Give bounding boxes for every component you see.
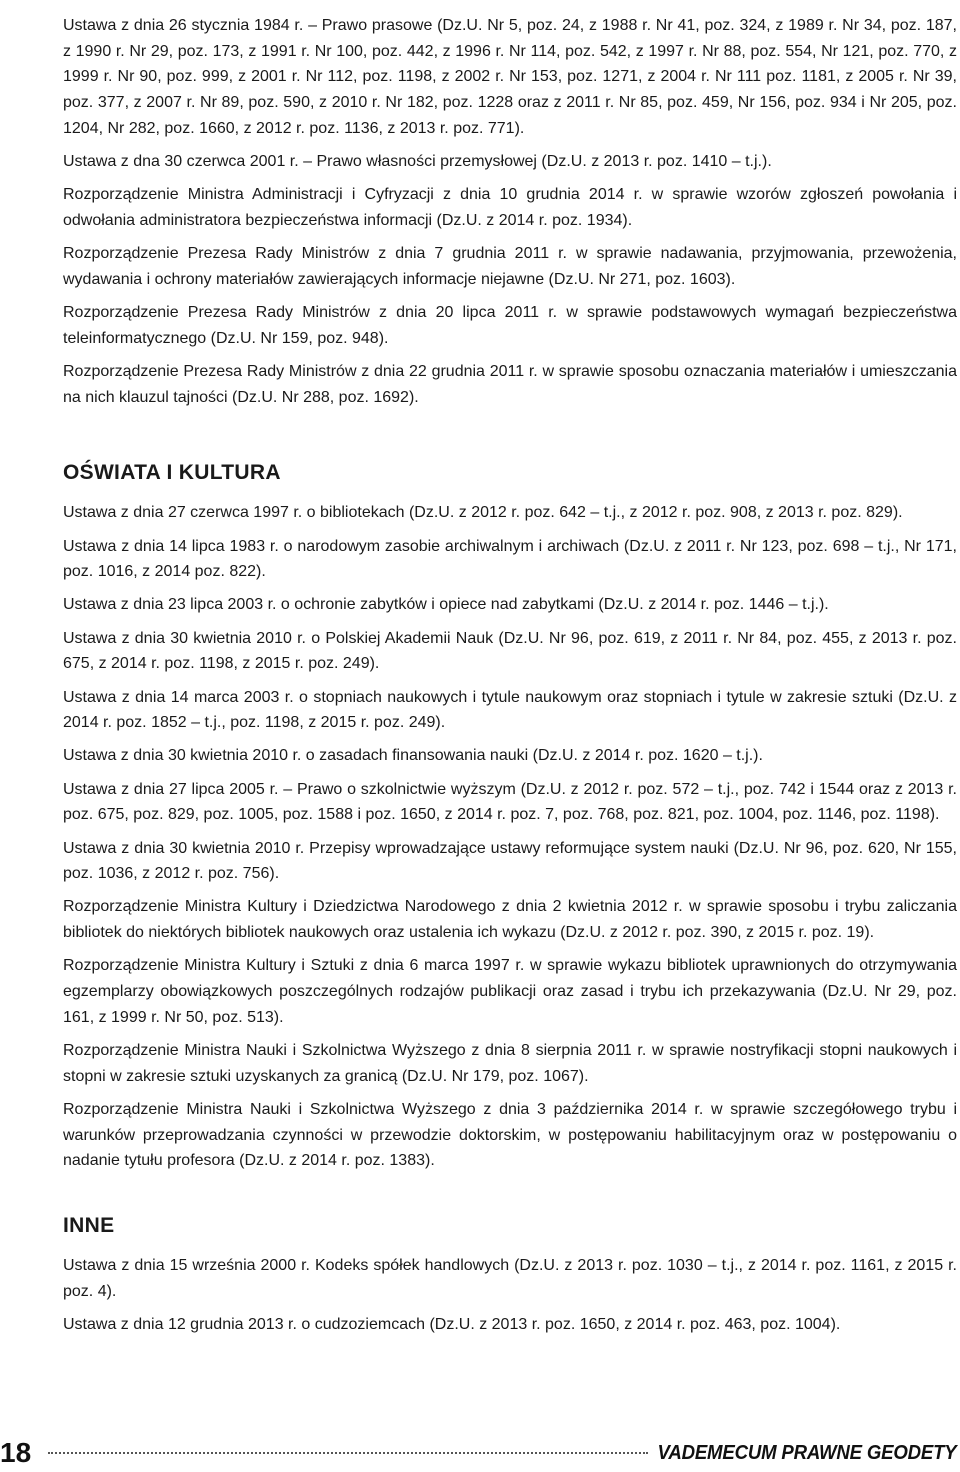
legal-entry: Rozporządzenie Prezesa Rady Ministrów z dnia 22 grudnia 2011 r. w sprawie sposobu oznaczania materiałów i umieszczania na nich klauzul tajności (Dz.U. Nr 288, poz. 1692).	[63, 362, 957, 406]
section-education-culture	[63, 460, 957, 1174]
footer-divider	[48, 1452, 648, 1454]
legal-entry: Ustawa z dnia 12 grudnia 2013 r. o cudzoziemcach (Dz.U. z 2013 r. poz. 1650, z 2014 r. poz. 463, poz. 1004).	[63, 1315, 841, 1333]
page-number: 18	[0, 1437, 32, 1468]
legal-entry: Ustawa z dnia 30 kwietnia 2010 r. o Polskiej Akademii Nauk (Dz.U. Nr 96, poz. 619, z 2011 r. Nr 84, poz. 455, z 2013 r. poz. 675, z 2014 r. poz. 1198, z 2015 r. poz. 249).	[63, 629, 957, 673]
section-heading: INNE	[63, 1214, 115, 1238]
legal-entry: Ustawa z dnia 27 lipca 2005 r. – Prawo o szkolnictwie wyższym (Dz.U. z 2012 r. poz. 572 – t.j., poz. 742 i 1544 oraz z 2013 r. poz. 675, poz. 829, poz. 1005, poz. 1588 i poz. 1650, z 2014 r. poz. 7, poz. 768, poz. 821, poz. 1004, poz. 1146, poz. 1198).	[63, 780, 957, 824]
legal-entry: Ustawa z dnia 26 stycznia 1984 r. – Prawo prasowe (Dz.U. Nr 5, poz. 24, z 1988 r. Nr 41, poz. 324, z 1989 r. Nr 34, poz. 187, z 1990 r. Nr 29, poz. 173, z 1991 r. Nr 100, poz. 442, z 1996 r. Nr 114, poz. 542, z 1997 r. Nr 88, poz. 554, Nr 121, poz. 770, z 1999 r. Nr 90, poz. 999, z 2001 r. Nr 112, poz. 1198, z 2002 r. Nr 153, poz. 1271, z 2004 r. Nr 111 poz. 1181, z 2005 r. Nr 39, poz. 377, z 2007 r. Nr 89, poz. 590, z 2010 r. Nr 182, poz. 1228 oraz z 2011 r. Nr 85, poz. 459, Nr 156, poz. 934 i Nr 205, poz. 1204, Nr 282, poz. 1660, z 2012 r. poz. 1136, z 2013 r. poz. 771).	[63, 17, 957, 137]
publication-title: VADEMECUM PRAWNE GEODETY	[657, 1442, 957, 1464]
legal-entry: Ustawa z dna 30 czerwca 2001 r. – Prawo własności przemysłowej (Dz.U. z 2013 r. poz. 1410 – t.j.).	[63, 153, 772, 171]
legal-entry: Rozporządzenie Prezesa Rady Ministrów z dnia 20 lipca 2011 r. w sprawie podstawowych wymagań bezpieczeństwa teleinformatycznego (Dz.U. Nr 159, poz. 948).	[63, 304, 957, 347]
legal-entry: Ustawa z dnia 30 kwietnia 2010 r. Przepisy wprowadzające ustawy reformujące system nauki (Dz.U. Nr 96, poz. 620, Nr 155, poz. 1036, z 2012 r. poz. 756).	[63, 839, 957, 883]
legal-entry: Ustawa z dnia 14 lipca 1983 r. o narodowym zasobie archiwalnym i archiwach (Dz.U. z 2011 r. Nr 123, poz. 698 – t.j., Nr 171, poz. 1016, z 2014 poz. 822).	[63, 537, 957, 581]
legal-entry: Rozporządzenie Ministra Administracji i Cyfryzacji z dnia 10 grudnia 2014 r. w sprawie wzorów zgłoszeń powołania i odwołania administratora bezpieczeństwa informacji (Dz.U. z 2014 r. poz. 1934).	[63, 186, 957, 229]
legal-entry: Ustawa z dnia 23 lipca 2003 r. o ochronie zabytków i opiece nad zabytkami (Dz.U. z 2014 r. poz. 1446 – t.j.).	[63, 596, 829, 614]
legal-entry: Rozporządzenie Ministra Kultury i Sztuki z dnia 6 marca 1997 r. w sprawie wykazu bibliotek uprawnionych do otrzymywania egzemplarzy obowiązkowych poszczególnych rodzajów publikacji oraz zasad i trybu ich przekazywania (Dz.U. Nr 29, poz. 161, z 1999 r. Nr 50, poz. 513).	[63, 957, 957, 1026]
section-other	[63, 1213, 957, 1338]
legal-entry: Rozporządzenie Ministra Nauki i Szkolnictwa Wyższego z dnia 8 sierpnia 2011 r. w sprawie nostryfikacji stopni naukowych i stopni w zakresie sztuki uzyskanych za granicą (Dz.U. Nr 179, poz. 1067).	[63, 1042, 957, 1085]
section-heading: OŚWIATA I KULTURA	[63, 461, 281, 485]
legal-entry: Rozporządzenie Prezesa Rady Ministrów z dnia 7 grudnia 2011 r. w sprawie nadawania, przyjmowania, przewożenia, wydawania i ochrony materiałów zawierających informacje niejawne (Dz.U. Nr 271, poz. 1603).	[63, 245, 957, 288]
legal-entry: Rozporządzenie Ministra Nauki i Szkolnictwa Wyższego z dnia 3 października 2014 r. w sprawie szczegółowego trybu i warunków przeprowadzania czynności w przewodzie doktorskim, w postępowaniu habilitacyjnym oraz w postępowaniu o nadanie tytułu profesora (Dz.U. z 2014 r. poz. 1383).	[63, 1100, 957, 1170]
legal-entry: Rozporządzenie Ministra Kultury i Dziedzictwa Narodowego z dnia 2 kwietnia 2012 r. w sprawie sposobu i trybu zaliczania bibliotek do niektórych bibliotek naukowych oraz ustalenia ich wykazu (Dz.U. z 2012 r. poz. 390, z 2015 r. poz. 19).	[63, 898, 957, 942]
legal-entry: Ustawa z dnia 27 czerwca 1997 r. o bibliotekach (Dz.U. z 2012 r. poz. 642 – t.j., z 2012 r. poz. 908, z 2013 r. poz. 829).	[63, 504, 903, 522]
section-legal-acts	[63, 13, 957, 410]
legal-entry: Ustawa z dnia 30 kwietnia 2010 r. o zasadach finansowania nauki (Dz.U. z 2014 r. poz. 1620 – t.j.).	[63, 747, 763, 765]
legal-entry: Ustawa z dnia 15 września 2000 r. Kodeks spółek handlowych (Dz.U. z 2013 r. poz. 1030 – t.j., z 2014 r. poz. 1161, z 2015 r. poz. 4).	[63, 1257, 957, 1300]
legal-entry: Ustawa z dnia 14 marca 2003 r. o stopniach naukowych i tytule naukowym oraz stopniach i tytule w zakresie sztuki (Dz.U. z 2014 r. poz. 1852 – t.j., poz. 1198, z 2015 r. poz. 249).	[63, 688, 957, 732]
document-body	[63, 13, 957, 1345]
